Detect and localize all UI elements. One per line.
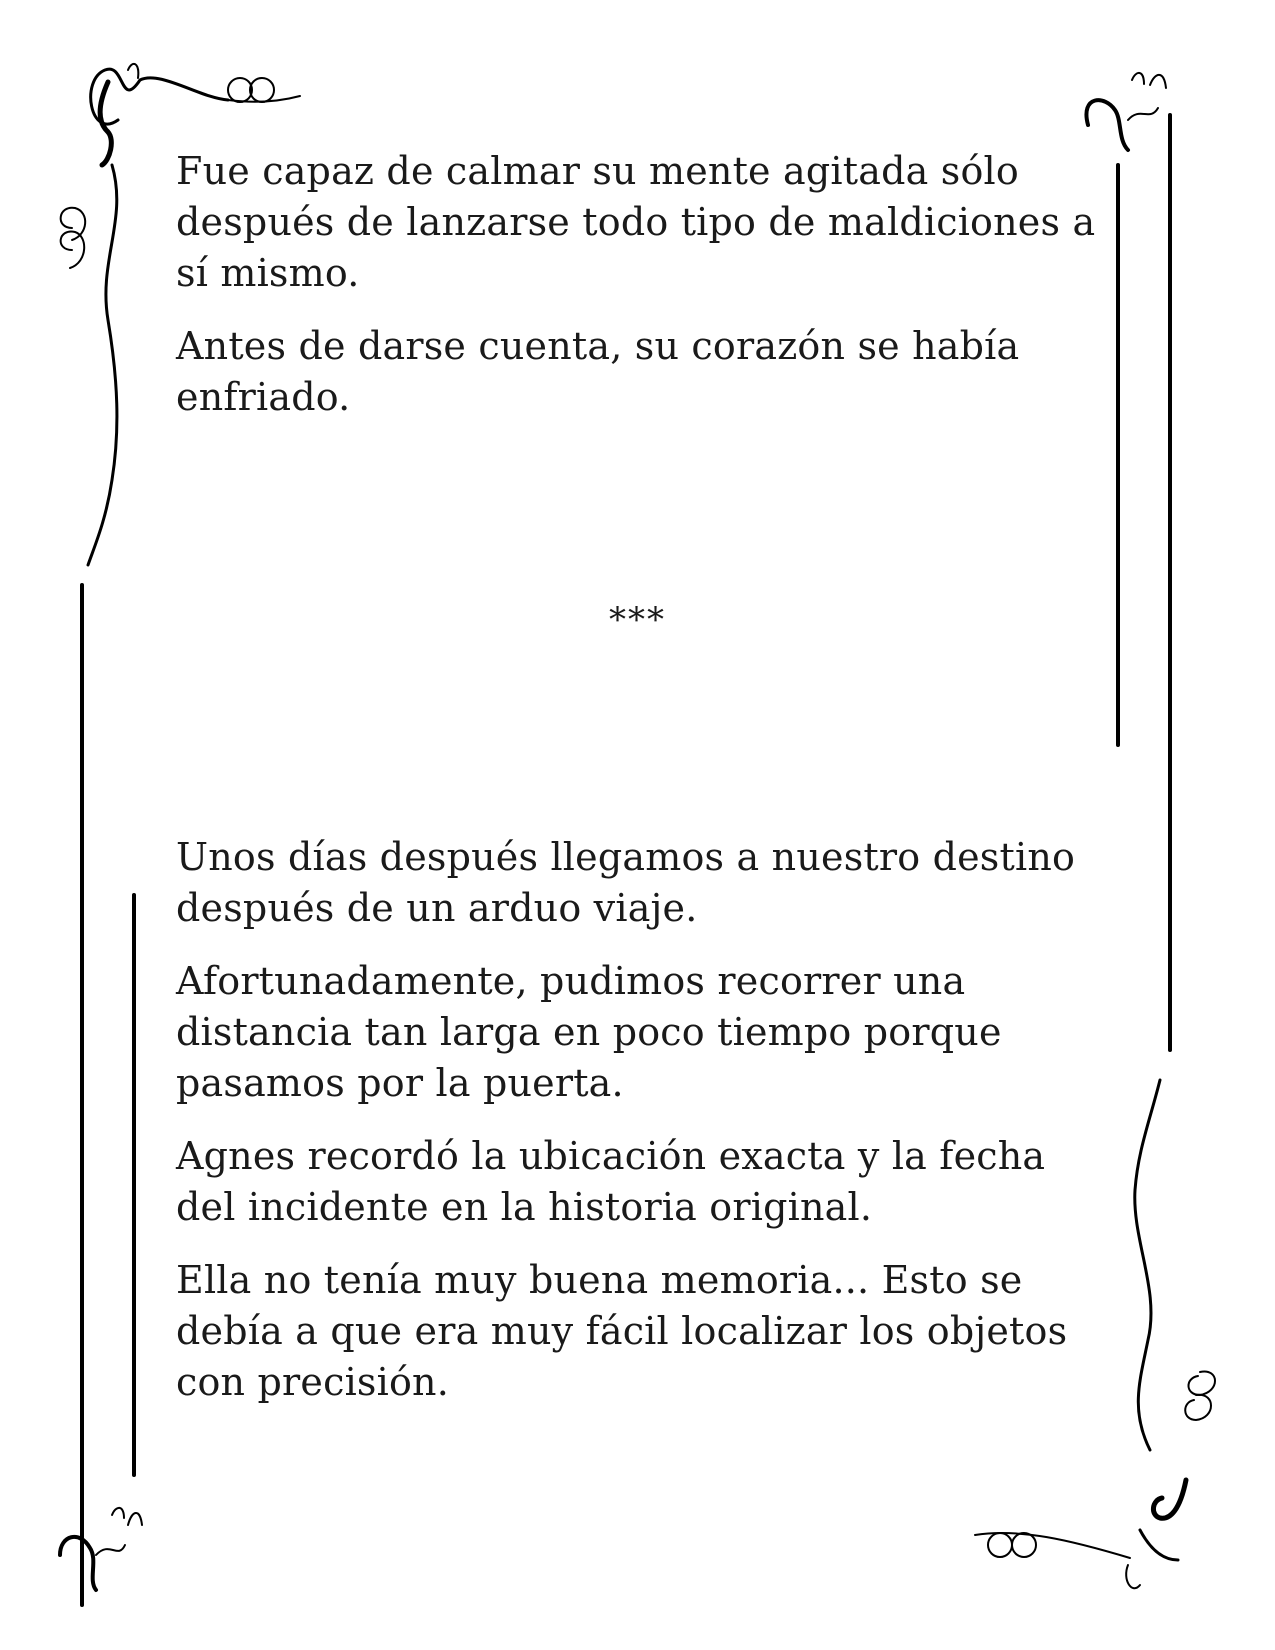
paragraph: Fue capaz de calmar su mente agitada sólo después de lanzarse todo tipo de maldiciones a sí mismo. xyxy=(176,149,1096,295)
paragraph: Antes de darse cuenta, su corazón se había enfriado. xyxy=(176,324,1020,419)
paragraph: Agnes recordó la ubicación exacta y la fecha del incidente en la historia original. xyxy=(176,1134,1046,1229)
flourish-bottom-left-icon xyxy=(60,1508,142,1590)
paragraph: Ella no tenía muy buena memoria... Esto se debía a que era muy fácil localizar los objetos con precisión. xyxy=(176,1258,1068,1404)
paragraph: Unos días después llegamos a nuestro destino después de un arduo viaje. xyxy=(176,835,1076,930)
paragraph: Afortunadamente, pudimos recorrer una distancia tan larga en poco tiempo porque pasamos por la puerta. xyxy=(176,959,1002,1105)
text-section-bottom xyxy=(176,832,1096,1430)
scene-break: *** xyxy=(609,600,666,640)
text-section-top xyxy=(176,146,1096,445)
flourish-top-right-icon xyxy=(1086,73,1166,150)
